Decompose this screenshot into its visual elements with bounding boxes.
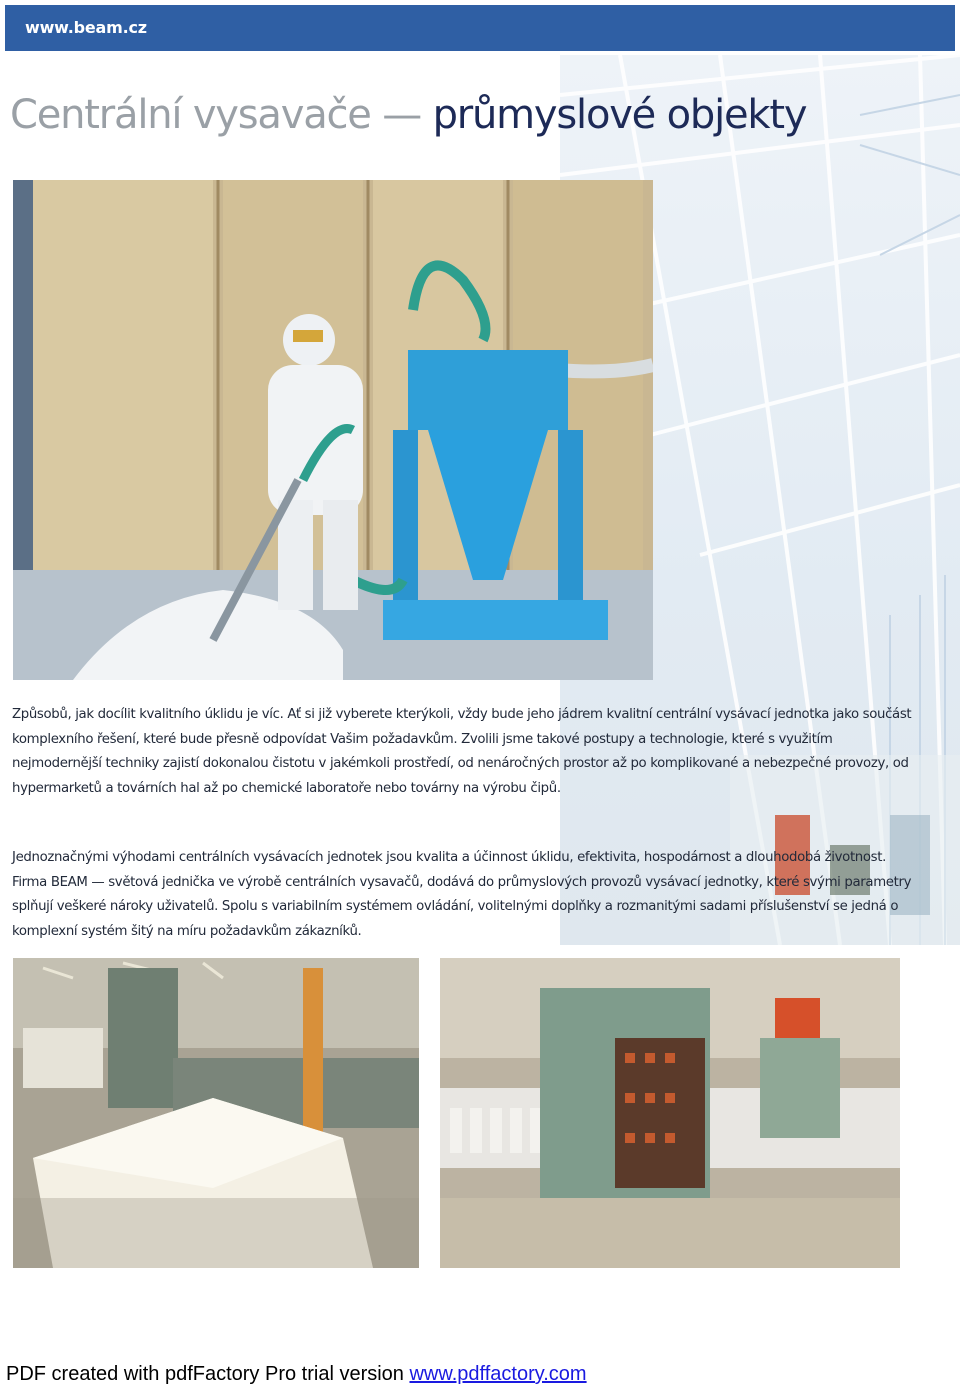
footer-link[interactable]: www.pdffactory.com — [409, 1363, 587, 1385]
title-light-part: Centrální vysavače — [10, 92, 371, 138]
intro-paragraph: Způsobů, jak docílit kvalitního úklidu je víc. Ať si již vyberete kterýkoli, vždy bude jeho jádrem kvalitní centrální vysávací jednotka jako součást komplexního řešení, které bude přesně odpovídat Vašim požadavkům. Zvolili jsme takové postupy a technologie, které s využitím nejmodernější techniky zajistí dokonalou čistotu v jakémkoli prostředí, od nenáročných prostor až po komplikované a nebezpečné provozy, od hypermarketů a továrních hal až po chemické laboratoře nebo továrny na výrobu čipů. — [12, 707, 912, 796]
site-url[interactable]: www.beam.cz — [25, 18, 147, 37]
header-bar — [5, 5, 955, 51]
footer-text: PDF created with pdfFactory Pro trial version — [6, 1363, 410, 1385]
factory-units-photo — [440, 958, 900, 1268]
title-separator: — — [382, 92, 422, 138]
factory-textile-photo — [13, 958, 419, 1268]
advantages-paragraph: Jednoznačnými výhodami centrálních vysávacích jednotek jsou kvalita a účinnost úklidu, efektivita, hospodárnost a dlouhodobá životnost. Firma BEAM — světová jednička ve výrobě centrálních vysavačů, dodává do průmyslových provozů vysávací jednotky, které svými parametry splňují veškeré nároky uživatelů. Spolu s variabilním systémem ovládání, volitelnými doplňky a rozmanitými sadami příslušenství se jedná o komplexní systém šitý na míru požadavkům zákazníků. — [12, 850, 912, 939]
title-dark-part: průmyslové objekty — [432, 92, 807, 138]
worker-vacuum-photo — [13, 180, 653, 680]
page-title — [10, 92, 806, 138]
pdf-footer — [6, 1363, 587, 1386]
